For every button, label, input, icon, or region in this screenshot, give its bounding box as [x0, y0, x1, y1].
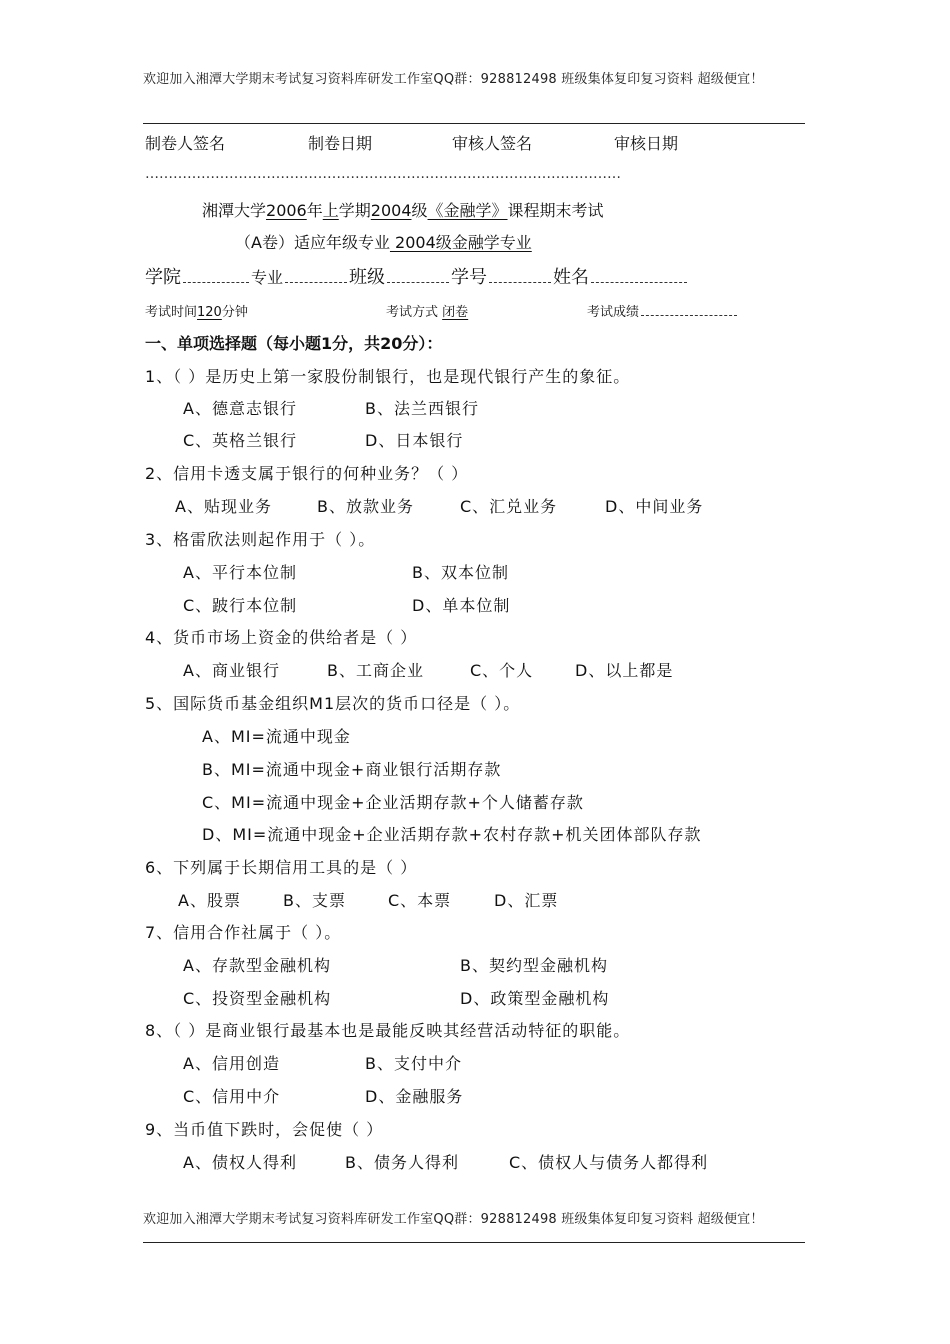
title-major: 2004级金融学专业 [389, 233, 532, 252]
major-blank[interactable] [285, 266, 347, 283]
q1-option-b: B、法兰西银行 [365, 399, 479, 418]
q6-option-c: C、本票 [388, 891, 452, 910]
q1-option-a: A、德意志银行 [183, 399, 297, 418]
q3-option-c: C、跛行本位制 [183, 596, 298, 615]
student-id-blank[interactable] [489, 266, 551, 283]
exam-time-label: 考试时间 [145, 305, 198, 320]
q7-option-b: B、契约型金融机构 [460, 956, 608, 975]
class-label: 班级 [349, 267, 386, 288]
dotted-cut-line: ………………………………………………………………………………………… [145, 166, 621, 182]
q3-option-b: B、双本位制 [412, 563, 509, 582]
q5-option-c: C、MI=流通中现金+企业活期存款+个人储蓄存款 [202, 793, 584, 812]
exam-mode-label: 考试方式 [386, 305, 439, 320]
title-year: 2006 [266, 201, 307, 220]
question-4-stem: 4、货币市场上资金的供给者是（ ） [145, 628, 418, 647]
question-5-stem: 5、国际货币基金组织M1层次的货币口径是（ ）。 [145, 694, 521, 713]
q5-option-d: D、MI=流通中现金+企业活期存款+农村存款+机关团体部队存款 [202, 825, 702, 844]
signature-maker-label: 制卷人签名 [145, 134, 226, 153]
signature-reviewer-label: 审核人签名 [452, 134, 533, 153]
exam-score-blank[interactable] [641, 303, 737, 316]
q5-option-a: A、MI=流通中现金 [202, 727, 351, 746]
q7-option-d: D、政策型金融机构 [460, 989, 610, 1008]
question-6-stem: 6、下列属于长期信用工具的是（ ） [145, 858, 418, 877]
q4-option-a: A、商业银行 [183, 661, 280, 680]
exam-mode [386, 301, 468, 320]
q2-option-c: C、汇兑业务 [460, 497, 558, 516]
q2-option-d: D、中间业务 [605, 497, 704, 516]
question-7-stem: 7、信用合作社属于（ ）。 [145, 923, 342, 942]
q3-option-d: D、单本位制 [412, 596, 511, 615]
name-label: 姓名 [553, 267, 590, 288]
title-grade: 2004 [370, 201, 412, 220]
q7-option-a: A、存款型金融机构 [183, 956, 331, 975]
question-9-stem: 9、当币值下跌时，会促使（ ） [145, 1120, 384, 1139]
class-blank[interactable] [387, 266, 449, 283]
q8-option-d: D、金融服务 [365, 1087, 464, 1106]
title-term: 上 [322, 201, 339, 220]
question-8-stem: 8、（ ）是商业银行最基本也是最能反映其经营活动特征的职能。 [145, 1021, 631, 1040]
q1-option-c: C、英格兰银行 [183, 431, 298, 450]
q4-option-c: C、个人 [470, 661, 534, 680]
major-label: 专业 [251, 268, 284, 287]
title-term-suffix: 学期 [338, 201, 371, 220]
name-blank[interactable] [591, 266, 687, 283]
exam-title-line1 [202, 198, 604, 221]
q6-option-b: B、支票 [283, 891, 346, 910]
exam-time-value: 120 [197, 305, 222, 320]
q3-option-a: A、平行本位制 [183, 563, 297, 582]
q9-option-c: C、债权人与债务人都得利 [509, 1153, 709, 1172]
title-course: 《金融学》 [427, 201, 508, 220]
exam-mode-value: 闭卷 [442, 305, 469, 320]
exam-title-line2 [235, 230, 532, 253]
q9-option-a: A、债权人得利 [183, 1153, 297, 1172]
title-exam-suffix: 课程期末考试 [507, 201, 604, 220]
q5-option-b: B、MI=流通中现金+商业银行活期存款 [202, 760, 502, 779]
q8-option-c: C、信用中介 [183, 1087, 281, 1106]
q6-option-d: D、汇票 [494, 891, 559, 910]
student-info-row [145, 263, 689, 289]
q9-option-b: B、债务人得利 [345, 1153, 459, 1172]
title-university: 湘潭大学 [202, 201, 267, 220]
section-title: 一、单项选择题（每小题1分，共20分）： [145, 334, 443, 353]
q8-option-a: A、信用创造 [183, 1054, 280, 1073]
title-year-suffix: 年 [306, 201, 323, 220]
college-blank[interactable] [183, 266, 249, 283]
signature-make-date-label: 制卷日期 [308, 134, 373, 153]
question-3-stem: 3、格雷欣法则起作用于（ ）。 [145, 530, 376, 549]
question-2-stem: 2、信用卡透支属于银行的何种业务？（ ） [145, 464, 469, 483]
exam-time-unit: 分钟 [221, 305, 248, 320]
header-rule [143, 123, 805, 124]
exam-time [145, 301, 248, 320]
footer-rule [143, 1242, 805, 1243]
exam-score [587, 301, 739, 320]
q6-option-a: A、股票 [178, 891, 241, 910]
footer-ad-text: 欢迎加入湘潭大学期末考试复习资料库研发工作室QQ群：928812498 班级集体复印复习资料 超级便宜！ [143, 1212, 764, 1227]
q4-option-d: D、以上都是 [575, 661, 674, 680]
title-applicable-label: （A卷）适应年级专业 [235, 233, 390, 252]
signature-review-date-label: 审核日期 [614, 134, 679, 153]
student-id-label: 学号 [451, 267, 488, 288]
header-ad-text: 欢迎加入湘潭大学期末考试复习资料库研发工作室QQ群：928812498 班级集体复印复习资料 超级便宜！ [143, 72, 764, 87]
question-1-stem: 1、（ ）是历史上第一家股份制银行，也是现代银行产生的象征。 [145, 367, 631, 386]
q2-option-b: B、放款业务 [317, 497, 414, 516]
exam-score-label: 考试成绩 [587, 305, 640, 320]
q7-option-c: C、投资型金融机构 [183, 989, 332, 1008]
college-label: 学院 [145, 267, 181, 288]
q1-option-d: D、日本银行 [365, 431, 464, 450]
title-grade-suffix: 级 [411, 201, 428, 220]
q8-option-b: B、支付中介 [365, 1054, 462, 1073]
q4-option-b: B、工商企业 [327, 661, 424, 680]
q2-option-a: A、贴现业务 [175, 497, 272, 516]
